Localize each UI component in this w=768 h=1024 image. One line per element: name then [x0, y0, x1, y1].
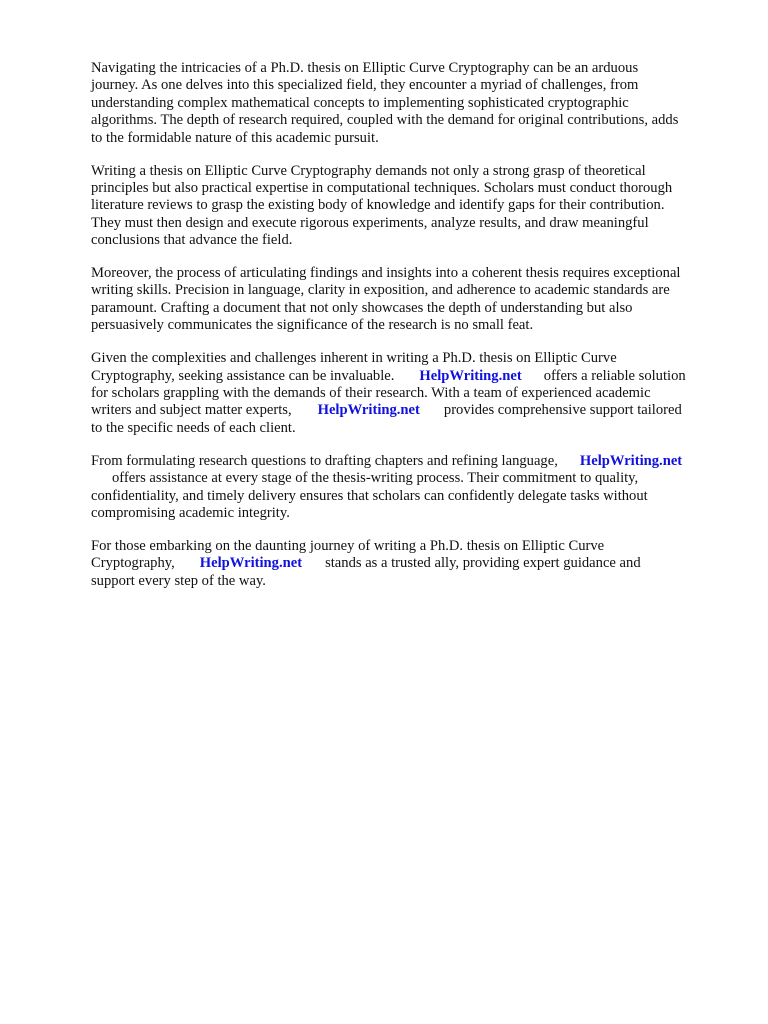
text-line-with-link: [91, 368, 731, 385]
helpwriting-link[interactable]: HelpWriting.net: [199, 555, 303, 572]
text-line: Navigating the intricacies of a Ph.D. thesis on Elliptic Curve Cryptography can be an arduous: [91, 60, 639, 76]
text-line-with-link: [91, 402, 731, 419]
text-line: Writing a thesis on Elliptic Curve Cryptography demands not only a strong grasp of theoretical: [91, 162, 646, 179]
text-line: understanding complex mathematical concepts to implementing sophisticated cryptographic: [91, 94, 629, 111]
text-line: [91, 470, 731, 487]
helpwriting-link[interactable]: HelpWriting.net: [419, 367, 522, 384]
text-segment: writers and subject matter experts,: [91, 402, 292, 419]
helpwriting-link[interactable]: HelpWriting.net: [579, 452, 683, 469]
text-line: They must then design and execute rigorous experiments, analyze results, and draw meaningful: [91, 214, 649, 231]
paragraph-intro: [91, 60, 731, 147]
paragraph-writing-demands: [91, 163, 731, 250]
text-line: conclusions that advance the field.: [91, 232, 293, 249]
paragraph-formulating-research: [91, 453, 731, 523]
text-line: algorithms. The depth of research required, coupled with the demand for original contributions, adds: [91, 112, 679, 129]
text-line: Given the complexities and challenges inherent in writing a Ph.D. thesis on Elliptic Curve: [91, 350, 617, 367]
text-line: confidentiality, and timely delivery ensures that scholars can confidently delegate tasks without: [91, 487, 648, 504]
document-body: [91, 60, 731, 606]
text-line: for scholars grappling with the demands of their research. With a team of experienced academic: [91, 385, 651, 402]
text-line: paramount. Crafting a document that not only showcases the depth of understanding but also: [91, 299, 633, 316]
text-line: persuasively communicates the significance of the research is no small feat.: [91, 317, 534, 334]
text-line: support every step of the way.: [91, 572, 266, 589]
text-line: literature reviews to grasp the existing body of knowledge and identify gaps for their contribution.: [91, 197, 665, 214]
text-segment: stands as a trusted ally, providing expert guidance and: [325, 555, 641, 572]
text-line: writing skills. Precision in language, clarity in exposition, and adherence to academic standards are: [91, 282, 670, 299]
text-line: journey. As one delves into this specialized field, they encounter a myriad of challenges, from: [91, 77, 639, 94]
paragraph-articulating-findings: [91, 265, 731, 335]
text-line: to the formidable nature of this academic pursuit.: [91, 129, 379, 146]
text-line: principles but also practical expertise in computational techniques. Scholars must conduct thorough: [91, 179, 673, 196]
text-segment: Cryptography, seeking assistance can be invaluable.: [91, 367, 395, 384]
text-line: For those embarking on the daunting journey of writing a Ph.D. thesis on Elliptic Curve: [91, 537, 605, 554]
paragraph-closing: [91, 538, 731, 590]
text-segment: provides comprehensive support tailored: [443, 402, 682, 419]
paragraph-seeking-assistance: [91, 350, 731, 437]
text-line: Moreover, the process of articulating findings and insights into a coherent thesis requires exceptional: [91, 265, 681, 282]
helpwriting-link[interactable]: HelpWriting.net: [317, 402, 420, 419]
text-segment: offers a reliable solution: [543, 367, 686, 384]
text-segment: From formulating research questions to drafting chapters and refining language,: [91, 452, 558, 469]
text-line: compromising academic integrity.: [91, 504, 290, 521]
text-segment: offers assistance at every stage of the thesis-writing process. Their commitment to quality,: [112, 470, 639, 487]
text-segment: Cryptography,: [91, 555, 175, 572]
text-line: to the specific needs of each client.: [91, 419, 296, 436]
text-line-with-link: [91, 453, 731, 470]
text-line-with-link: [91, 555, 731, 572]
